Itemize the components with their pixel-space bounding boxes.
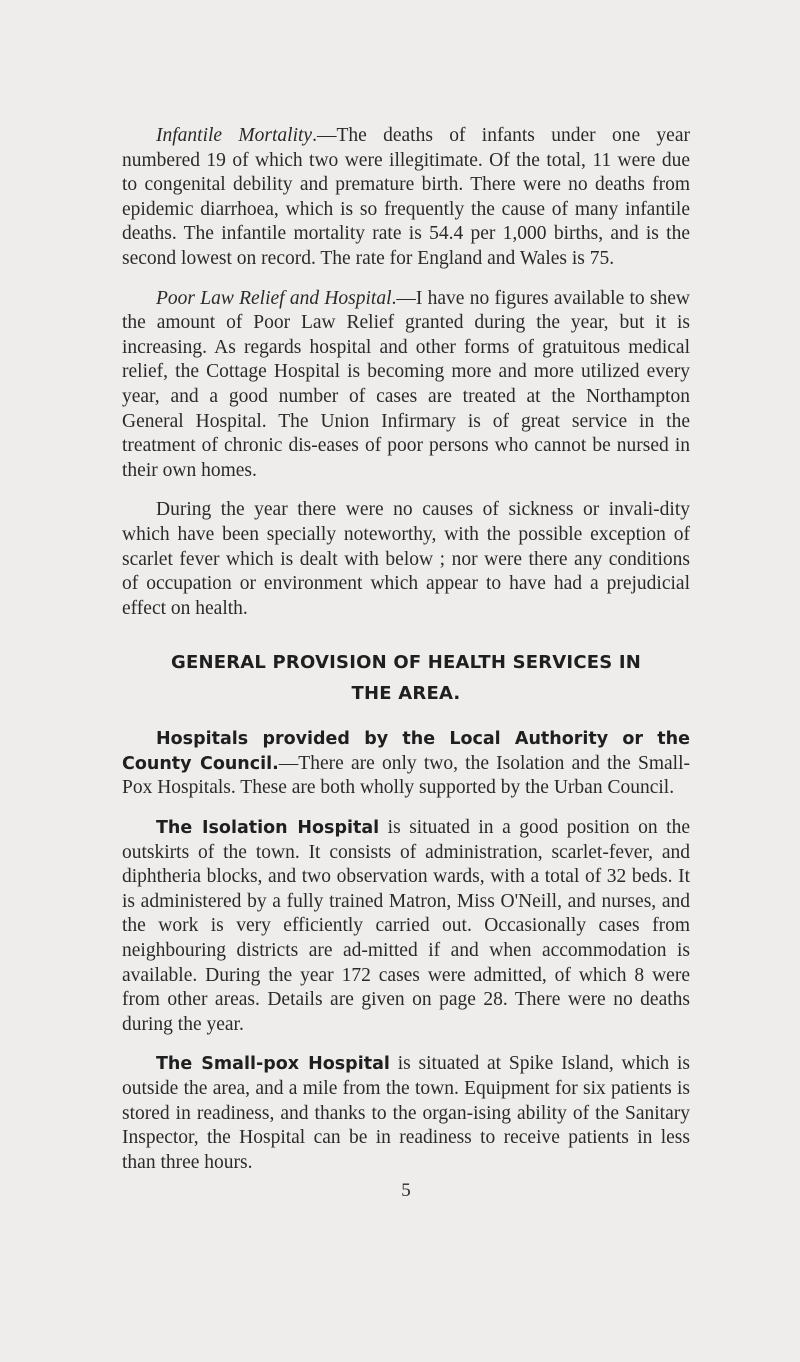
- paragraph-text: .—The deaths of infants under one year numbered 19 of which two were illegitimate. Of the total, 11 were due to congenital debility and premature birth. There were no deaths from epidemic diarrhoea, which is so frequently the cause of many infantile deaths. The infantile mortality rate is 54.4 per 1,000 births, and is the second lowest on record. The rate for England and Wales is 75.: [122, 125, 690, 269]
- paragraph-poor-law-relief: [122, 287, 690, 484]
- paragraph-lead: Poor Law Relief and Hospital: [156, 287, 392, 309]
- paragraph-text: is situated in a good position on the outskirts of the town. It consists of administration, scarlet-fever, and diphtheria blocks, and two observation wards, with a total of 32 beds. It is administered by a fully trained Matron, Miss O'Neill, and nurses, and the work is very efficiently carried out. Occasionally cases from neighbouring districts are ad-mitted if and when accommodation is available. During the year 172 cases were admitted, of which 8 were from other areas. Details are given on page 28. There were no deaths during the year.: [122, 817, 690, 1035]
- paragraph-sickness: [122, 498, 690, 621]
- paragraph-isolation-hospital: [122, 816, 690, 1037]
- paragraph-lead: Hospitals provided by the Local Authority or the County Council.: [122, 729, 690, 774]
- paragraph-hospitals-provided: [122, 727, 690, 801]
- section-heading-line-2: THE AREA.: [351, 683, 461, 705]
- section-heading-line-1: GENERAL PROVISION OF HEALTH SERVICES IN: [170, 652, 642, 674]
- paragraph-smallpox-hospital: [122, 1052, 690, 1175]
- paragraph-text: During the year there were no causes of sickness or invali-dity which have been specially noteworthy, with the possible exception of scarlet fever which is dealt with below ; nor were there any conditions of occupation or environment which appear to have had a prejudicial effect on health.: [122, 499, 690, 619]
- paragraph-text: is situated at Spike Island, which is outside the area, and a mile from the town. Equipment for six patients is stored in readiness, and thanks to the organ-ising ability of the Sanitary Inspector, the Hospital can be in readiness to receive patients in less than three hours.: [122, 1053, 691, 1173]
- paragraph-text: .—I have no figures available to shew the amount of Poor Law Relief granted during the year, but it is increasing. As regards hospital and other forms of gratuitous medical relief, the Cottage Hospital is becoming more and more utilized every year, and a good number of cases are treated at the Northampton General Hospital. The Union Infirmary is of great service in the treatment of chronic dis-eases of poor persons who cannot be nursed in their own homes.: [122, 287, 691, 481]
- paragraph-text: —There are only two, the Isolation and the Small-Pox Hospitals. These are both wholly supported by the Urban Council.: [122, 752, 690, 799]
- page-number: 5: [401, 1180, 411, 1202]
- paragraph-infantile-mortality: [122, 124, 690, 272]
- section-heading: [122, 647, 690, 709]
- paragraph-lead: The Isolation Hospital: [156, 818, 380, 839]
- paragraph-lead: The Small-pox Hospital: [156, 1054, 390, 1075]
- paragraph-lead: Infantile Mortality: [156, 125, 313, 146]
